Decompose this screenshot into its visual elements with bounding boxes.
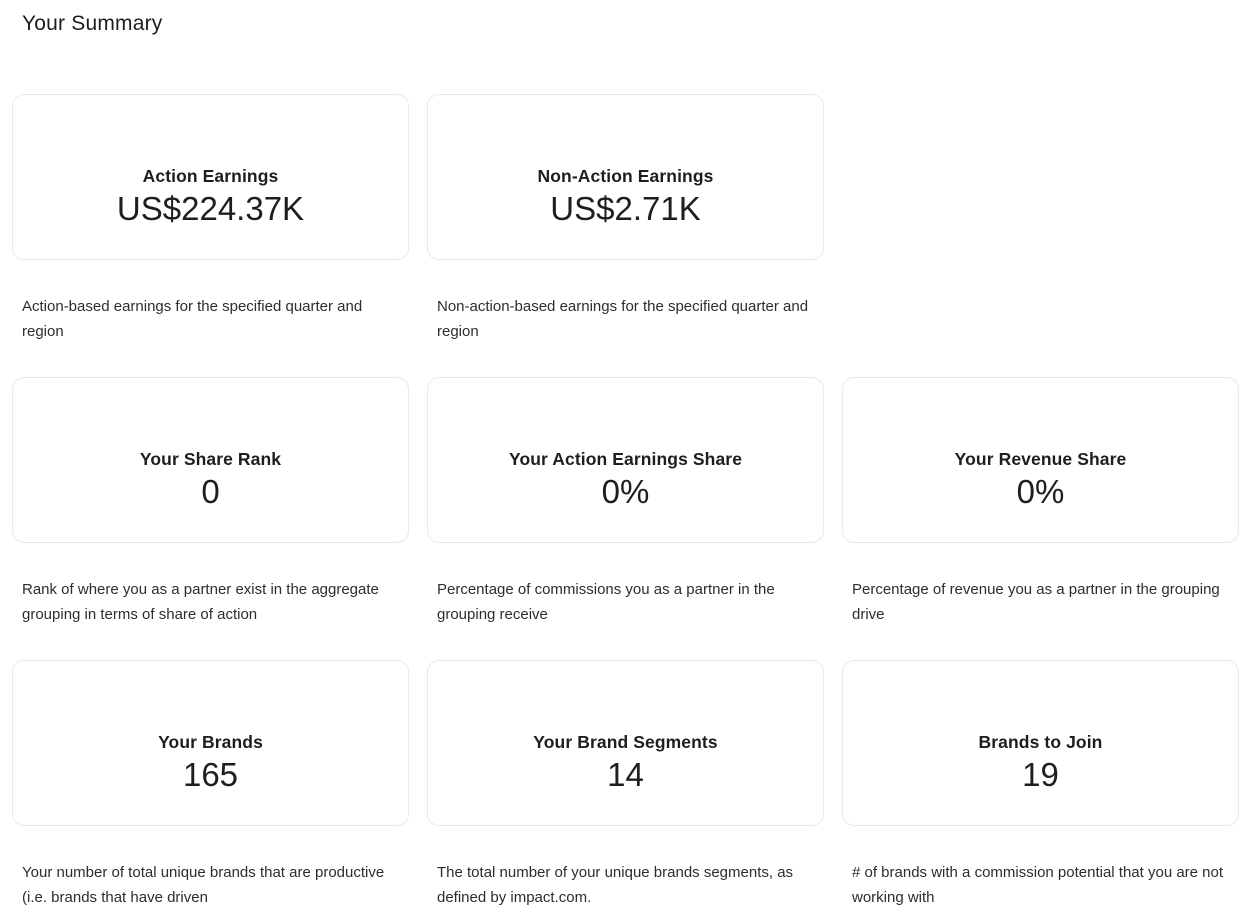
stat-card-caption: Your number of total unique brands that are productive (i.e. brands that have driven: [22, 864, 385, 906]
stat-card-label: Your Share Rank: [139, 449, 282, 469]
summary-cell-brands-to-join: [842, 660, 1239, 910]
summary-cell-your-brand-segments: [427, 660, 824, 910]
stat-card-label: Brands to Join: [978, 732, 1103, 752]
empty-cell: [842, 94, 1239, 344]
stat-card-value: 0%: [601, 473, 650, 510]
stat-card-your-brand-segments: [427, 660, 824, 826]
stat-card-your-revenue-share: [842, 377, 1239, 543]
stat-card-caption: The total number of your unique brands segments, as defined by impact.com.: [437, 864, 794, 906]
stat-card-label: Non-Action Earnings: [537, 166, 714, 186]
stat-card-value: 165: [182, 756, 239, 793]
stat-card-brands-to-join: [842, 660, 1239, 826]
stat-card-label: Your Revenue Share: [954, 449, 1127, 469]
stat-card-caption: Rank of where you as a partner exist in the aggregate grouping in terms of share of action: [22, 581, 379, 623]
stat-card-action-earnings: [12, 94, 409, 260]
stat-card-label: Action Earnings: [142, 166, 279, 186]
stat-card-value: 19: [1022, 756, 1059, 793]
summary-cell-your-share-rank: [12, 377, 409, 627]
stat-card-your-share-rank: [12, 377, 409, 543]
stat-card-value: 0: [201, 473, 220, 510]
summary-cell-your-action-earnings-share: [427, 377, 824, 627]
stat-card-value: US$2.71K: [550, 190, 701, 227]
summary-cell-your-revenue-share: [842, 377, 1239, 627]
summary-cards-grid: [12, 94, 1239, 912]
stat-card-caption: # of brands with a commission potential that you are not working with: [852, 864, 1224, 906]
stat-card-caption: Percentage of revenue you as a partner in the grouping drive: [852, 581, 1220, 623]
stat-card-value: 0%: [1016, 473, 1065, 510]
stat-card-label: Your Action Earnings Share: [508, 449, 743, 469]
stat-card-caption: Percentage of commissions you as a partner in the grouping receive: [437, 581, 775, 623]
stat-card-your-brands: [12, 660, 409, 826]
stat-card-your-action-earnings-share: [427, 377, 824, 543]
page-title: Your Summary: [22, 12, 163, 35]
stat-card-label: Your Brands: [158, 732, 263, 752]
stat-card-non-action-earnings: [427, 94, 824, 260]
summary-cell-non-action-earnings: [427, 94, 824, 344]
summary-cell-action-earnings: [12, 94, 409, 344]
stat-card-caption: Non-action-based earnings for the specified quarter and region: [437, 298, 809, 340]
stat-card-value: 14: [607, 756, 644, 793]
stat-card-value: US$224.37K: [116, 190, 305, 227]
summary-cell-your-brands: [12, 660, 409, 910]
stat-card-caption: Action-based earnings for the specified quarter and region: [22, 298, 363, 340]
stat-card-label: Your Brand Segments: [533, 732, 718, 752]
